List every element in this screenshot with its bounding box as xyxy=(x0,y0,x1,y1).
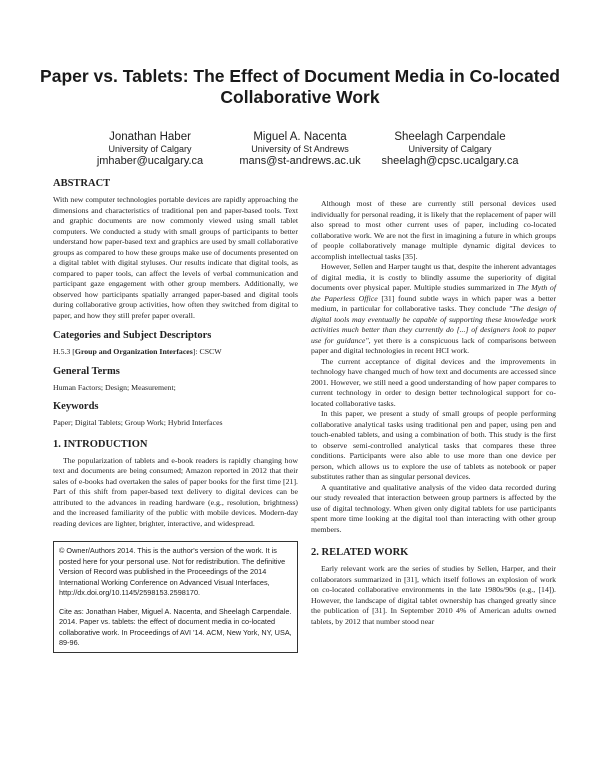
abstract-text: With new computer technologies portable devices are rapidly approaching the dimensions and characteristics of traditional pen and paper-based tools. Text and graphic documents are now commonly viewed using small tablet computers. We conducted a study with small groups of participants to better understand how paper-based text and graphics are used by small collaborative groups as compared to how these groups make use of documents presented on a digital tablet with digital styluses. Our results indicate that digital tools, as compared to paper tools, can affect the levels of verbal communication and participant gaze engagement with other group members. Additionally, we observed how participants spatially arranged paper-based and digital tools during collaborative group activities, how often they switched from digital to paper, and how they still prefer paper overall. xyxy=(53,195,298,320)
author-email: mans@st-andrews.ac.uk xyxy=(239,155,361,167)
copyright-notice xyxy=(53,541,298,653)
body-paragraph: The current acceptance of digital devices and the improvements in technology have changed much of how text and documents are accessed since 2001. However, we still need a good understanding of how paper compares to current technology in order to design better technological support for co-located collaborative tasks. xyxy=(311,356,556,408)
author-affiliation: University of St Andrews xyxy=(251,144,349,154)
copyright-text: © Owner/Authors 2014. This is the author's version of the work. It is posted here for your personal use. Not for redistribution. The definitive Version of Record was published in the Proceedings of the 2014 International Working Conference on Advanced Visual Interfaces, http://dx.doi.org/10.1145/2598153.2598170. xyxy=(59,546,286,597)
author-name: Miguel A. Nacenta xyxy=(253,131,347,143)
body-paragraph xyxy=(311,262,556,357)
author-affiliation: University of Calgary xyxy=(408,144,492,154)
abstract-heading: ABSTRACT xyxy=(53,178,111,189)
right-column xyxy=(311,199,556,627)
author-3 xyxy=(360,130,540,168)
general-terms-text: Human Factors; Design; Measurement; xyxy=(53,382,176,392)
left-column xyxy=(53,178,298,653)
categories-text xyxy=(53,347,298,358)
text-span: , yet there is a conspicuous lack of comparisons between paper and digital technologies in recent HCI work. xyxy=(311,335,556,355)
keywords-heading: Keywords xyxy=(53,401,99,412)
author-name: Sheelagh Carpendale xyxy=(394,131,506,143)
category-name: Group and Organization Interfaces xyxy=(74,347,193,356)
body-paragraph: Although most of these are currently still personal devices used individually for personal reading, it is likely that the replacement of paper will also spread to most other current uses of paper, including co-located collaborative work. We are not the first in imagining a future in which groups of people collaboratively manage multiple dynamic digital devices to accomplish intellectual tasks [35]. xyxy=(311,199,556,261)
book-title: The Myth of the Paperless Office xyxy=(311,283,556,303)
related-work-heading: 2. RELATED WORK xyxy=(311,547,409,558)
category-code: H.5.3 [ xyxy=(53,347,75,356)
author-name: Jonathan Haber xyxy=(109,131,191,143)
introduction-text: The popularization of tablets and e-book readers is rapidly changing how text and documents are being consumed; Amazon reported in 2012 that their sales of e-books had overtaken the sales of paper books for the first time [21]. Part of this shift from paper-based text delivery to digital devices can be attributed to the advances in reading hardware (e.g., resolution, brightness) and the increased familiarity of the public with mobile devices. Modern-day reading devices are lighter, brighter, interactive, and widespread. xyxy=(53,455,298,528)
citation-text: Cite as: Jonathan Haber, Miguel A. Nacenta, and Sheelagh Carpendale. 2014. Paper vs. tablets: the effect of document media in co-located collaborative work. In Proceedings of AVI '14. ACM, New York, NY, USA, 89-96. xyxy=(59,606,292,647)
author-affiliation: University of Calgary xyxy=(108,144,192,154)
general-terms-heading: General Terms xyxy=(53,365,120,377)
text-span: However, Sellen and Harper taught us that, despite the inherent advantages of digital media, it is costly to blindly assume the superiority of digital documents over physical paper. Multiple studies summarized in xyxy=(311,262,556,292)
author-email: jmhaber@ucalgary.ca xyxy=(96,155,204,167)
categories-heading: Categories and Subject Descriptors xyxy=(53,330,212,341)
quote: "The design of digital tools may eventually be capable of supporting these knowledge work activities much better than they currently do [...] of designers look to paper use for guidance" xyxy=(311,304,556,345)
category-rest: ]: CSCW xyxy=(192,347,222,356)
related-work-text: Early relevant work are the series of studies by Sellen, Harper, and their collaborators summarized in [31], which itself follows an explosion of work on co-located collaborative environments in the late 1980s/90s (e.g., [14]). However, the landscape of digital tablet ownership has changed greatly since the publication of [31]. In September 2010 4% of American adults owned tablets, by 2012 that number stood near xyxy=(311,564,556,626)
keywords-text: Paper; Digital Tablets; Group Work; Hybrid Interfaces xyxy=(53,418,223,427)
body-paragraph: A quantitative and qualitative analysis of the video data recorded during our study revealed that interaction between group partners is affected by the use of digital technology. When given only digital tablets for use participants spent more time looking at the digital tool than interacting with other group members. xyxy=(311,482,556,534)
author-email: sheelagh@cpsc.ucalgary.ca xyxy=(381,155,519,167)
text-span: [31] found subtle ways in which paper was a better medium, in particular for collaborative tasks. They conclude xyxy=(311,293,556,313)
introduction-heading: 1. INTRODUCTION xyxy=(53,438,148,450)
body-paragraph: In this paper, we present a study of small groups of people performing collaborative analytical tasks using traditional pen and paper, using pen and touch-enabled tablets, and using a combination of both. This study is the first to observe semi-controlled analytical tasks that compares these three conditions. Participants were also able to use more than one device per person, which allows us to explore the use of tablets as notebook or paper substitutes rather than as singular personal devices. xyxy=(311,409,556,481)
paper-title: Paper vs. Tablets: The Effect of Document Media in Co-located Collaborative Work xyxy=(40,66,560,107)
